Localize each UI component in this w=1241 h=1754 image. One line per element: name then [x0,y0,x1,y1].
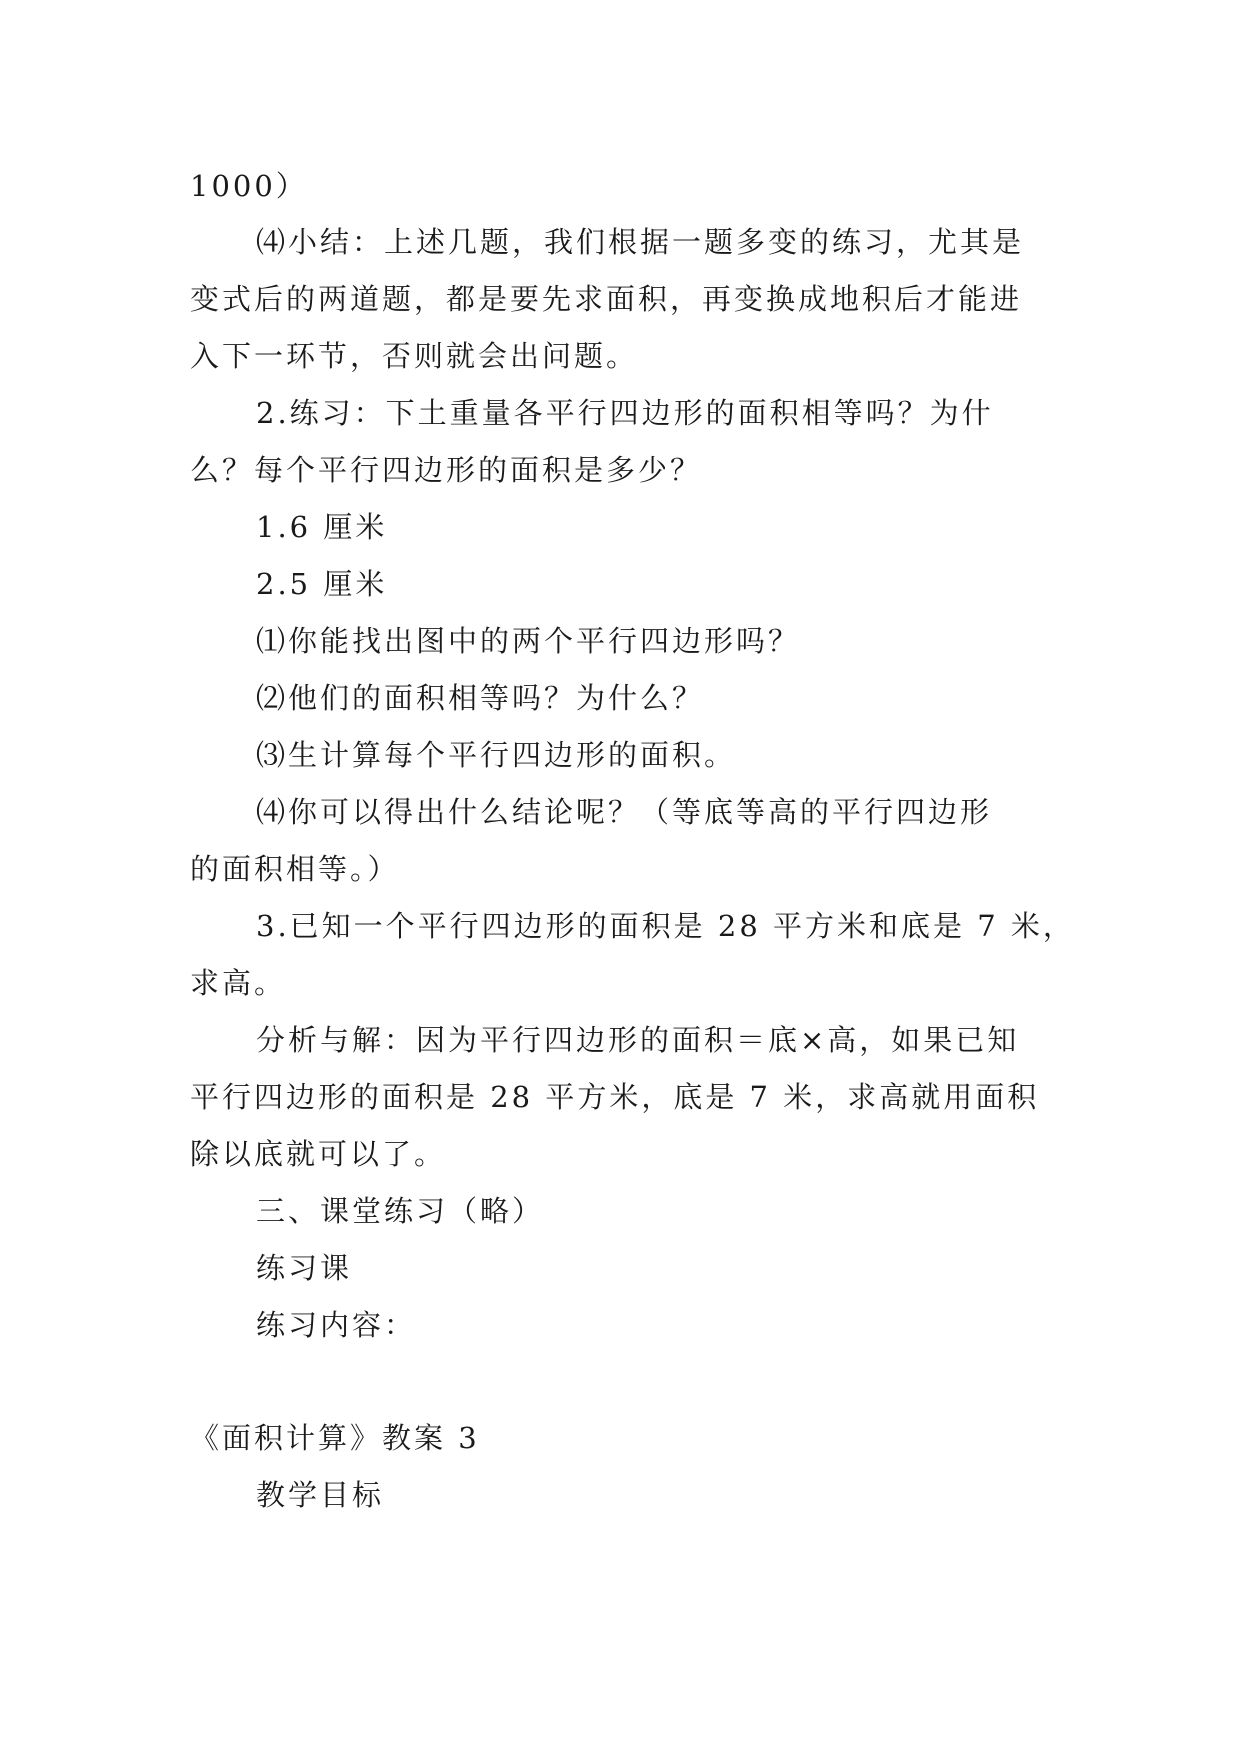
paragraph-line: 2.练习：下土重量各平行四边形的面积相等吗？为什 [256,396,994,430]
text-line: 求高。 [190,966,287,1000]
paragraph-line: ⑷你可以得出什么结论呢？（等底等高的平行四边形 [256,795,993,829]
paragraph-line: 1.6 厘米 [256,510,388,544]
paragraph-line: 分析与解：因为平行四边形的面积＝底×高，如果已知 [256,1023,1020,1057]
text-line: 入下一环节，否则就会出问题。 [190,339,639,373]
text-line: 的面积相等。） [190,852,400,886]
paragraph-line: ⑵他们的面积相等吗？为什么？ [256,681,705,715]
section-heading: 三、课堂练习（略） [256,1194,545,1228]
text-line: 平行四边形的面积是 28 平方米，底是 7 米，求高就用面积 [190,1080,1040,1114]
document-title: 《面积计算》教案 3 [190,1421,480,1455]
text-line: 变式后的两道题，都是要先求面积，再变换成地积后才能进 [190,282,1023,316]
text-line: 1000） [190,169,308,203]
text-line: 么？每个平行四边形的面积是多少？ [190,453,703,487]
text-line: 除以底就可以了。 [190,1137,447,1171]
paragraph-line: 练习课 [256,1251,353,1285]
section-heading: 教学目标 [256,1478,385,1512]
paragraph-line: ⑷小结：上述几题，我们根据一题多变的练习，尤其是 [256,225,1025,259]
paragraph-line: 3.已知一个平行四边形的面积是 28 平方米和底是 7 米， [256,909,1075,943]
paragraph-line: 2.5 厘米 [256,567,388,601]
paragraph-line: ⑶生计算每个平行四边形的面积。 [256,738,737,772]
paragraph-line: 练习内容： [256,1308,417,1342]
paragraph-line: ⑴你能找出图中的两个平行四边形吗？ [256,624,801,658]
